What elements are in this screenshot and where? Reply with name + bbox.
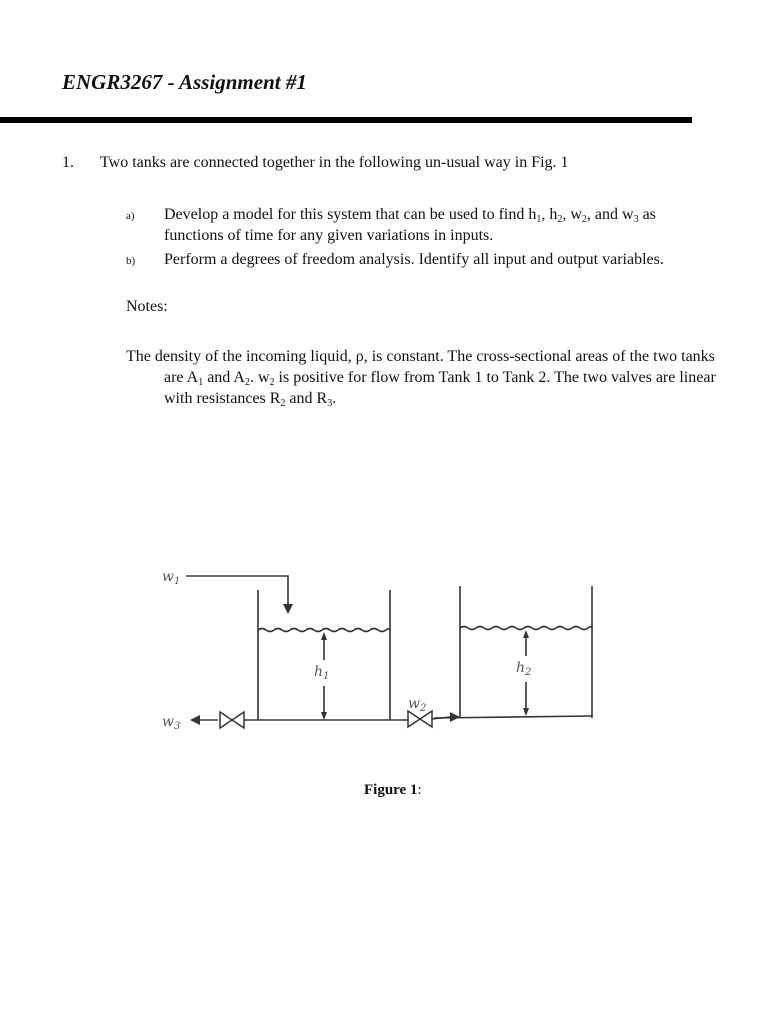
part-a-letter: a) — [126, 210, 135, 222]
w1-label: $w_1$ — [162, 569, 181, 587]
h2-up-arrow — [523, 630, 529, 638]
part-b-text: Perform a degrees of freedom analysis. Identify all input and output variables. — [164, 251, 664, 268]
h1-down-arrow — [321, 712, 327, 720]
part-a-text: Develop a model for this system that can be used to find $h_1$, $h_2$, $w_2$, and $w_3$ as functions of time for any given variations in inputs. — [164, 206, 656, 244]
h2-down-arrow — [523, 708, 529, 716]
question-number: 1. — [62, 154, 74, 171]
notes-paragraph: The density of the incoming liquid, ρ, is constant. The cross-sectional areas of the two tanks are $A_1$ and $A_2$. $w_2$ is positive for flow from Tank 1 to Tank 2. The two valves are linear with resistances $R_2$ and $R_3$. — [126, 348, 716, 409]
h1-label: $h_1$ — [314, 664, 330, 682]
transfer-arrow — [450, 712, 460, 722]
h1-up-arrow — [321, 632, 327, 640]
h2-label: $h_2$ — [516, 660, 532, 678]
inlet-arrow — [283, 604, 293, 614]
tank1-liquid-surface — [258, 629, 390, 632]
tank2-liquid-surface — [460, 627, 592, 630]
figure-caption: Figure 1: — [364, 782, 422, 798]
valve-r3 — [220, 712, 244, 728]
part-b-letter: b) — [126, 255, 136, 267]
question-text: Two tanks are connected together in the following un-usual way in Fig. 1 — [100, 154, 569, 171]
page-title: ENGR3267 - Assignment #1 — [62, 70, 307, 94]
outlet-arrow — [190, 715, 200, 725]
title-divider — [0, 117, 692, 123]
w2-label: $w_2$ — [408, 696, 427, 714]
two-tank-diagram — [150, 560, 610, 765]
notes-label: Notes: — [126, 298, 168, 315]
w3-label: $w_3$ — [162, 714, 181, 732]
inlet-pipe — [186, 576, 288, 606]
